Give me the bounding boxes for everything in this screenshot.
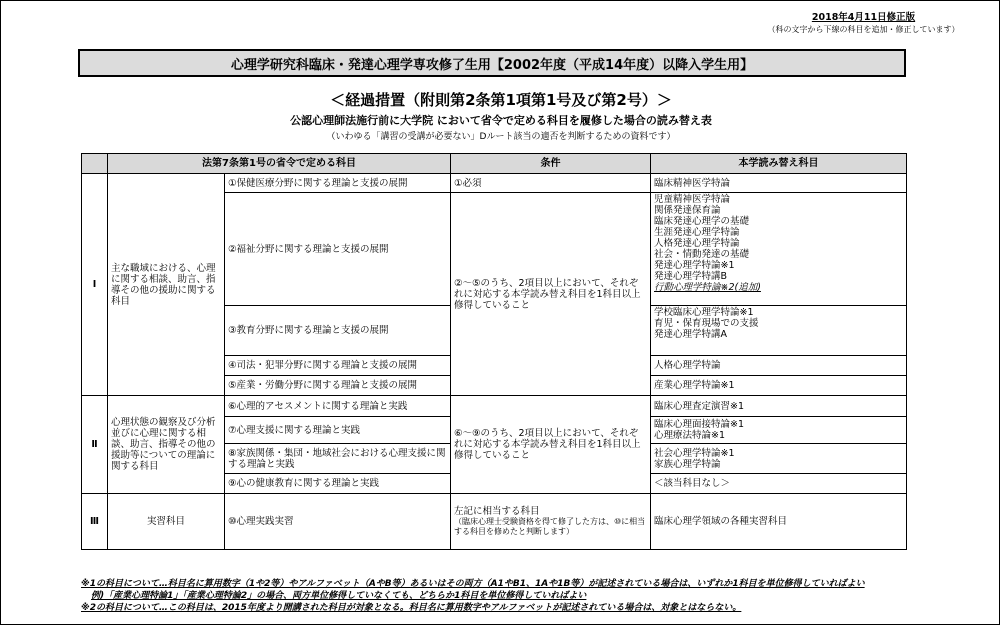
condition-cell: ②～⑤のうち、2項目以上において、それぞれに対応する本学読み替え科目を1科目以上修得していること <box>451 193 651 396</box>
table-row <box>82 494 907 550</box>
replacement-line: 児童精神医学特論 <box>654 194 731 205</box>
footnote-1: ※1の科目について…科目名に算用数字（1や2等）やアルファベット（AやB等）あるいはその両方（A1やB1、1Aや1B等）が記述されている場合は、いずれか1科目を単位修得していればよい <box>81 579 865 589</box>
replacement-line: 育児・保育現場での支援 <box>654 318 759 329</box>
replacement-line: 心理療法特論※1 <box>654 430 726 441</box>
footnote-example: 例)「産業心理特論1」「産業心理特論2」の場合、両方単位修得していなくても、どちらか1科目を単位修得していればよい <box>91 591 587 601</box>
section-subheading: 公認心理師法施行前に大学院 において省令で定める科目を履修した場合の読み替え表 <box>290 114 712 127</box>
subject-item: ④司法・犯罪分野に関する理論と支援の展開 <box>225 356 451 376</box>
subject-item: ⑤産業・労働分野に関する理論と支援の展開 <box>225 376 451 396</box>
replacement-line: 関係発達保育論 <box>654 205 721 216</box>
replacement-cell: ＜該当科目なし＞ <box>651 474 907 494</box>
title-banner: 心理学研究科臨床・発達心理学専攻修了生用【2002年度（平成14年度）以降入学生用】 <box>78 49 906 77</box>
replacement-cell: 臨床心理学領域の各種実習科目 <box>651 494 907 550</box>
replacement-line: 家族心理学特論 <box>654 458 721 470</box>
replacement-cell: 臨床心理査定演習※1 <box>651 396 907 417</box>
replacement-line: 社会・情動発達の基礎 <box>654 249 750 260</box>
replacement-cell <box>651 306 907 356</box>
replacement-line: 発達心理学特講B <box>654 271 728 282</box>
condition-cell: ①必須 <box>451 174 651 193</box>
group-number: Ⅲ <box>82 494 108 550</box>
revision-title: 2018年4月11日修正版 <box>811 12 916 23</box>
replacement-cell: 産業心理学特論※1 <box>651 376 907 396</box>
revision-block <box>741 9 986 35</box>
footnote-2: ※2の科目について…この科目は、2015年度より開講された科目が対象となる。科目名に算用数字やアルファベットが記述されている場合は、対象とはならない。 <box>81 603 742 613</box>
group-description: 主な職域における、心理に関する相談、助言、指導その他の援助に関する科目 <box>108 174 225 396</box>
table-row <box>82 396 907 417</box>
replacement-line: 人格発達心理学特論 <box>654 238 740 249</box>
section-subnote: （いわゆる「講習の受講が必要ない」Dルート該当の適否を判断するための資料です） <box>326 132 676 142</box>
group-number: Ⅱ <box>82 396 108 494</box>
subject-item: ①保健医療分野に関する理論と支援の展開 <box>225 174 451 193</box>
section-heading: ＜経過措置（附則第2条第1項第1号及び第2号）＞ <box>330 91 672 109</box>
condition-main: 左記に相当する科目 <box>454 506 540 517</box>
subject-item: ③教育分野に関する理論と支援の展開 <box>225 306 451 356</box>
replacement-cell: 臨床精神医学特論 <box>651 174 907 193</box>
group-description: 実習科目 <box>108 494 225 550</box>
table-header-row <box>82 154 907 174</box>
footnotes <box>81 578 911 614</box>
condition-note: （臨床心理士受験資格を得て修了した方は、⑩に相当する科目を修めたと判断します） <box>454 517 646 536</box>
condition-cell: ⑥～⑨のうち、2項目以上において、それぞれに対応する本学読み替え科目を1科目以上修得していること <box>451 396 651 494</box>
subject-item: ⑧家族関係・集団・地域社会における心理支援に関する理論と実践 <box>225 444 451 474</box>
header-condition: 条件 <box>451 154 651 174</box>
replacement-cell: 人格心理学特論 <box>651 356 907 376</box>
header-replacement: 本学読み替え科目 <box>651 154 907 174</box>
replacement-line: 社会心理学特論※1 <box>654 447 735 459</box>
replacement-line: 生涯発達心理学特論 <box>654 227 740 238</box>
group-number: Ⅰ <box>82 174 108 396</box>
subject-item: ⑦心理支援に関する理論と実践 <box>225 417 451 444</box>
subject-item: ⑨心の健康教育に関する理論と実践 <box>225 474 451 494</box>
header-blank <box>82 154 108 174</box>
replacement-cell <box>651 444 907 474</box>
revision-note: （科の文字から下線の科目を追加・修正しています） <box>767 25 960 34</box>
replacement-line-added: 行動心理学特論※2(追加) <box>654 282 761 293</box>
subject-item: ⑩心理実践実習 <box>225 494 451 550</box>
replacement-line: 発達心理学特講A <box>654 329 728 340</box>
group-description: 心理状態の観察及び分析並びに心理に関する相談、助言、指導その他の援助等についての理論に関する科目 <box>108 396 225 494</box>
replacement-cell <box>651 417 907 444</box>
table-row <box>82 174 907 193</box>
replacement-line: 臨床発達心理学の基礎 <box>654 216 750 227</box>
header-subject: 法第7条第1号の省令で定める科目 <box>108 154 451 174</box>
subject-item: ②福祉分野に関する理論と支援の展開 <box>225 193 451 306</box>
condition-cell <box>451 494 651 550</box>
replacement-cell <box>651 193 907 306</box>
replacement-line: 発達心理学特論※1 <box>654 260 735 271</box>
replacement-line: 臨床心理面接特論※1 <box>654 419 745 430</box>
subject-item: ⑥心理的アセスメントに関する理論と実践 <box>225 396 451 417</box>
replacement-line: 学校臨床心理学特論※1 <box>654 307 754 318</box>
conversion-table <box>81 153 907 550</box>
